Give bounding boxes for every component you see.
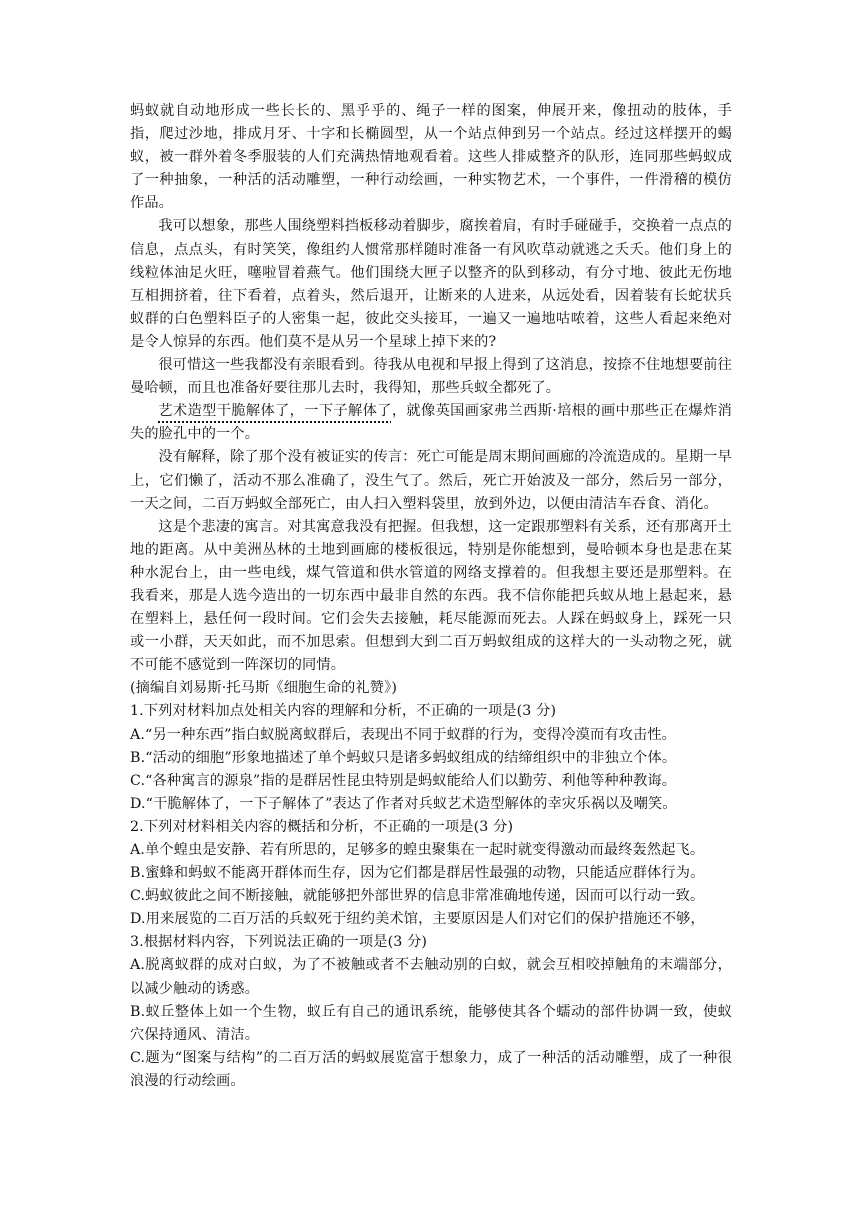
option-d: D.“干脆解体了，一下子解体了”表达了作者对兵蚁艺术造型解体的幸灾乐祸以及嘲笑。 (130, 795, 677, 812)
option-c: C.蚂蚁彼此之间不断接触，就能够把外部世界的信息非常准确地传递，因而可以行动一致。 (130, 888, 705, 905)
option-b: B.蚁丘整体上如一个生物，蚁丘有自己的通讯系统，能够使其各个蠕动的部件协调一致，使蚁穴保持通风、清洁。 (130, 1003, 732, 1043)
question-3 (130, 931, 732, 1093)
paragraph-4 (130, 400, 732, 446)
option-c: C.“各种寓言的源泉”指的是群居性昆虫特别是蚂蚁能给人们以勤劳、利他等种种教诲。 (130, 772, 677, 789)
emphasized-phrase: 艺术造型干脆解体了，一下子解体了 (158, 403, 392, 420)
paragraph-3: 很可惜这一些我都没有亲眼看到。待我从电视和早报上得到了这消息，按捺不住地想要前往曼哈顿，而且也准备好要往那儿去时，我得知，那些兵蚁全都死了。 (130, 357, 732, 397)
option-b: B.“活动的细胞”形象地描述了单个蚂蚁只是诸多蚂蚁组成的结缔组织中的非独立个体。 (130, 749, 677, 766)
question-stem: 1.下列对材料加点处相关内容的理解和分析，不正确的一项是(3 分) (130, 703, 557, 720)
question-stem: 2.下列对材料相关内容的概括和分析，不正确的一项是(3 分) (130, 818, 514, 835)
question-1 (130, 700, 732, 815)
option-c: C.题为“图案与结构”的二百万活的蚂蚁展览富于想象力，成了一种活的活动雕塑，成了一种很浪漫的行动绘画。 (130, 1049, 732, 1089)
paragraph-1: 蚂蚁就自动地形成一些长长的、黑乎乎的、绳子一样的图案，伸展开来，像扭动的肢体，手指，爬过沙地，排成月牙、十字和长椭圆型，从一个站点伸到另一个站点。经过这样摆开的蝎蚁，被一群外着冬季服装的人们充满热情地观看着。这些人排威整齐的队形，连同那些蚂蚁成了一种抽象，一种活的活动雕塑，一种行动绘画，一种实物艺术，一个事件，一件滑稽的模仿作品。 (130, 103, 732, 212)
option-a: A.脱离蚁群的成对白蚁，为了不被触或者不去触动别的白蚁，就会互相咬掉触角的末端部分，以减少触动的诱惑。 (130, 957, 732, 997)
paragraph-2: 我可以想象，那些人围绕塑料挡板移动着脚步，腐挨着肩，有时手碰碰手，交换着一点点的信息，点点头，有时笑笑，像组约人惯常那样随时准备一有风吹草动就逃之夭夭。他们身上的线粒体油足火旺，噻啦冒着燕气。他们围绕大匣子以整齐的队到移动，有分寸地、彼此无伤地互相拥挤着，往下看着，点着头，然后退开，让断来的人进来，从远处看，因着装有长蛇状兵蚁群的白色塑料臣子的人密集一起，彼此交头接耳，一遍又一遍地咕哝着，这些人看起来绝对是令人惊异的东西。他们莫不是从另一个星球上掉下来的? (130, 218, 732, 350)
questions (130, 700, 732, 1093)
option-b: B.蜜蜂和蚂蚁不能离开群体而生存，因为它们都是群居性最强的动物，只能适应群体行为。 (130, 865, 705, 882)
question-2 (130, 816, 732, 931)
paragraph-6: 这是个悲凄的寓言。对其寓意我没有把握。但我想，这一定跟那塑料有关系，还有那离开土地的距离。从中美洲丛林的土地到画廊的楼板很远，特别是你能想到，曼哈顿本身也是悲在某种水泥台上，由一些电线，煤气管道和供水管道的网络支撑着的。但我想主要还是那塑料。在我看来，那是人选今造出的一切东西中最非自然的东西。我不信你能把兵蚁从地上悬起来，悬在塑料上，悬任何一段时间。它们会失去接触，耗尽能源而死去。人踩在蚂蚁身上，踩死一只或一小群，天天如此，而不加思索。但想到大到二百万蚂蚁组成的这样大的一头动物之死，就不可能不感觉到一阵深切的同情。 (130, 518, 732, 674)
paragraph-4-rest: ，就像英国画家弗兰西斯·培根的画中那些正在爆炸消失的脸孔中的一个。 (130, 403, 732, 443)
source-citation: (摘编自刘易斯·托马斯《细胞生命的礼赞》) (130, 680, 398, 697)
option-a: A.单个蝗虫是安静、若有所思的，足够多的蝗虫聚集在一起时就变得激动而最终轰然起飞。 (130, 842, 705, 858)
question-stem: 3.根据材料内容，下列说法正确的一项是(3 分) (130, 934, 428, 951)
option-a: A.“另一种东西”指白蚁脱离蚁群后，表现出不同于蚁群的行为，变得冷漠而有攻击性。 (130, 726, 677, 743)
paragraph-5: 没有解释，除了那个没有被证实的传言：死亡可能是周末期间画廊的冷流造成的。星期一早上，它们懒了，活动不那么准确了，没生气了。然后，死亡开始波及一部分，然后另一部分，一天之间，二百万蚂蚁全部死亡，由人扫入塑料袋里，放到外边，以便由清洁车吞食、消化。 (130, 449, 732, 512)
option-d: D.用来展览的二百万活的兵蚁死于纽约美术馆，主要原因是人们对它们的保护措施还不够， (130, 911, 705, 928)
article-body (130, 100, 732, 700)
